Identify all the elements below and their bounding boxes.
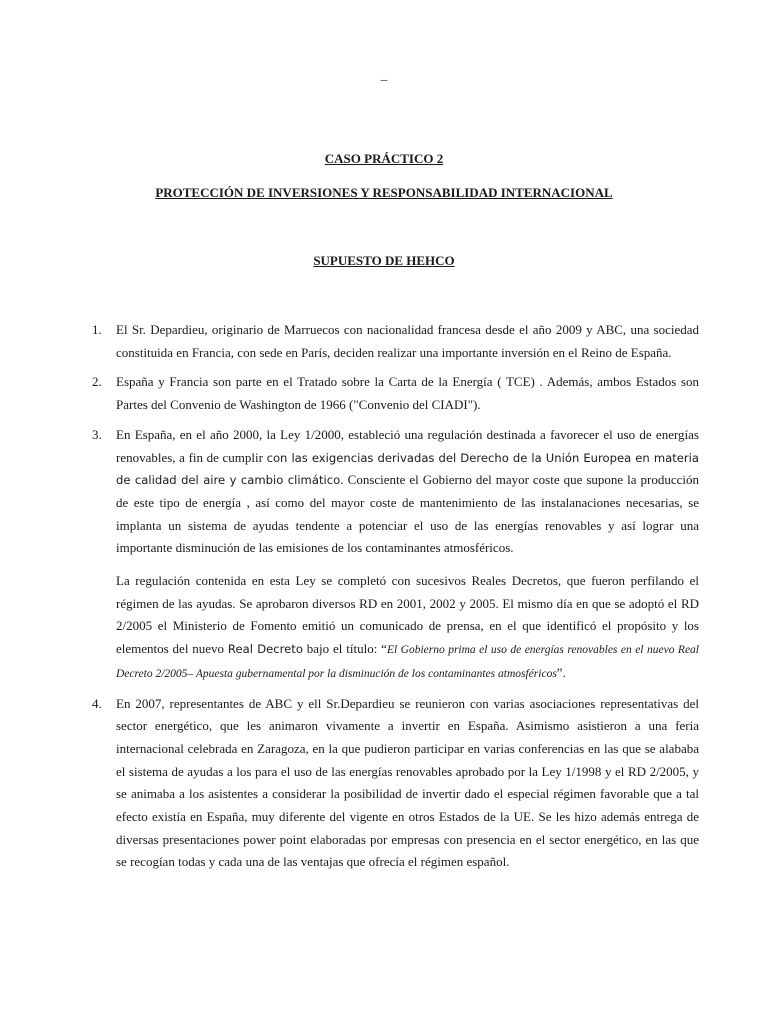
facts-heading: SUPUESTO DE HEHCO xyxy=(313,253,455,268)
facts-list xyxy=(92,319,699,881)
item-text-segment: con las exigencias derivadas del Derecho de la Unión Europea en materia de calidad del aire y cambio climático. xyxy=(116,450,699,488)
item-number: 4. xyxy=(92,695,102,711)
list-item xyxy=(92,424,699,686)
item-text-segment: Consciente el Gobierno del mayor coste que supone la producción de este tipo de energía , así como del mayor coste de mantenimiento de las instalanaciones necesarias, se implanta un sistema de ayudas tendente a potenciar el uso de las energías renovables y así lograr una importante disminución de las emisiones de los contaminantes atmosféricos. xyxy=(116,472,699,556)
case-subtitle: PROTECCIÓN DE INVERSIONES Y RESPONSABILIDAD INTERNACIONAL xyxy=(155,185,613,200)
press-release-title: El Gobierno prima el uso de energías renovables en el nuevo Real Decreto 2/2005– Apuesta gubernamental por la disminución de los contaminantes atmosféricos xyxy=(116,644,699,680)
item-text: En 2007, representantes de ABC y ell Sr.Depardieu se reunieron con varias asociaciones representativas del sector energético, que les animaron vivamente a invertir en España. Asimismo asistieron a una feria internacional celebrada en Zaragoza, en la que pudieron participar en varias conferencias en las que se alababa el sistema de ayudas a los para el uso de las energías renovables aprobado por la Ley 1/1998 y el RD 2/2005, y se animaba a los asistentes a considerar la posibilidad de invertir dado el especial régimen favorable que a tal efecto existía en España, muy diferente del vigente en otros Estados de la UE. Se les hizo además entrega de diversas presentaciones power point elaboradas por empresas con presencia en el sector energético, en las que se recogían todas y cada una de las ventajas que ofrecía el régimen español. xyxy=(116,695,699,870)
item-text: El Sr. Depardieu, originario de Marruecos con nacionalidad francesa desde el año 2009 y ABC, una sociedad constituida en Francia, con sede en París, deciden realizar una importante inversión en el Reino de España. xyxy=(116,322,699,360)
item-text: España y Francia son parte en el Tratado sobre la Carta de la Energía ( TCE) . Además, ambos Estados son Partes del Convenio de Washington de 1966 ("Convenio del CIADI"). xyxy=(116,374,699,413)
item-number: 3. xyxy=(92,426,102,442)
list-item xyxy=(92,693,699,875)
item-text-segment: bajo el título: “ xyxy=(302,641,387,657)
item-number: 1. xyxy=(92,322,102,337)
item-paragraph xyxy=(116,570,699,686)
top-mark: _ xyxy=(380,67,388,82)
list-item xyxy=(92,371,699,416)
item-text-segment: Real Decreto xyxy=(227,642,303,657)
item-text-segment: ”. xyxy=(556,664,566,680)
item-text-segment: La regulación contenida en esta Ley se completó con sucesivos Reales Decretos, que fueron perfilando el régimen de las ayudas. Se aprobaron diversos RD en 2001, 2002 y 2005. El mismo día en que se adoptó el RD 2/2005 el Ministerio de Fomento emitió un comunicado de prensa, en el que identificó el propósito y los elementos del nuevo xyxy=(116,573,699,657)
case-title: CASO PRÁCTICO 2 xyxy=(324,151,444,166)
list-item xyxy=(92,319,699,364)
item-text-segment: En España, en el año 2000, la Ley 1/2000, estableció una regulación destinada a favorecer el uso de energías renovables, a fin de cumplir xyxy=(116,426,699,465)
item-paragraph xyxy=(116,424,699,560)
item-number: 2. xyxy=(92,374,102,390)
